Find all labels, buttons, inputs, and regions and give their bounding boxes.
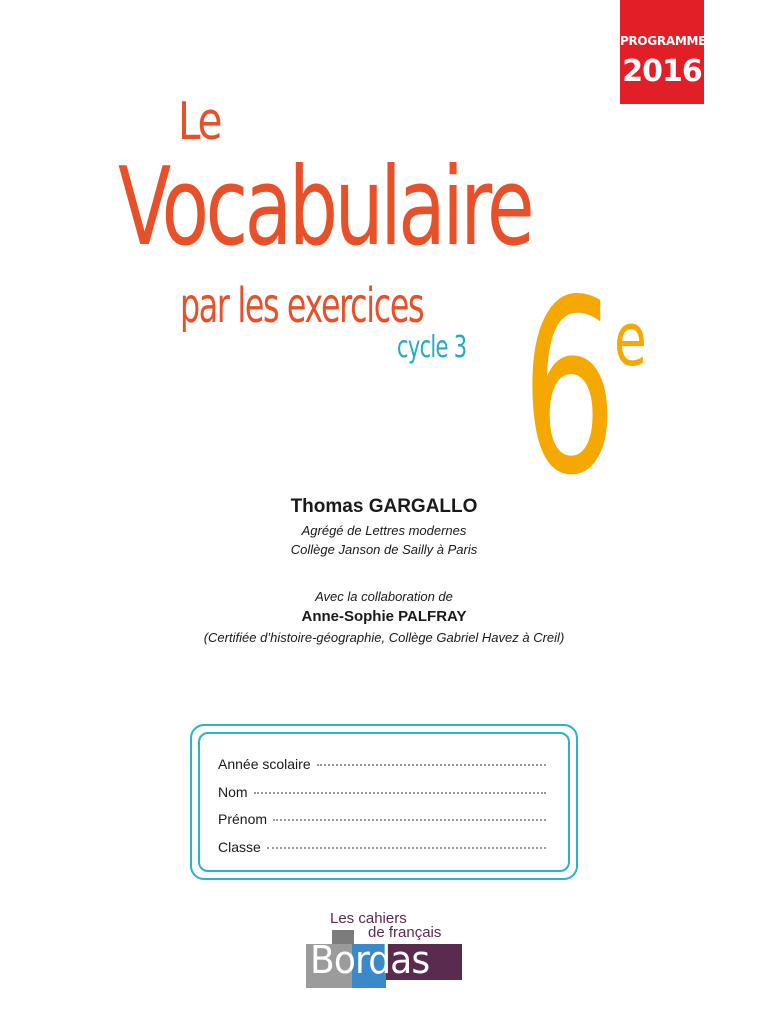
book-title: Vocabulaire [118, 145, 532, 270]
field-nom[interactable] [218, 784, 546, 800]
programme-badge [620, 0, 704, 104]
field-label: Prénom [218, 811, 268, 827]
author-school: Collège Janson de Sailly à Paris [290, 542, 478, 557]
dotted-line [273, 819, 546, 821]
coauthor-note: (Certifiée d’histoire-géographie, Collège Gabriel Havez à Creil) [203, 630, 565, 645]
collaboration-intro: Avec la collaboration de [315, 589, 453, 604]
publisher-name: Bordas [310, 938, 430, 982]
field-classe[interactable] [218, 839, 546, 855]
field-label: Nom [218, 784, 248, 800]
grade-suffix: e [614, 297, 647, 383]
author-name: Thomas GARGALLO [290, 496, 478, 517]
dotted-line [267, 847, 546, 849]
field-label: Classe [218, 839, 261, 855]
publisher-logo [306, 910, 466, 990]
student-info-box [190, 724, 578, 880]
student-info-inner [198, 732, 570, 872]
cycle-label: cycle 3 [397, 330, 467, 365]
grade-number: 6 [522, 248, 617, 528]
dotted-line [317, 764, 546, 766]
dotted-line [254, 792, 546, 794]
programme-label: PROGRAMME [620, 34, 706, 48]
title-article: Le [178, 92, 221, 152]
field-prenom[interactable] [218, 811, 546, 827]
book-subtitle: par les exercices [180, 278, 424, 334]
publisher-tagline-1: Les cahiers [330, 910, 407, 927]
programme-year: 2016 [622, 54, 702, 89]
field-label: Année scolaire [218, 756, 311, 772]
field-annee-scolaire[interactable] [218, 756, 546, 772]
author-credential: Agrégé de Lettres modernes [301, 523, 467, 538]
publisher-tagline-2: de français [368, 924, 442, 941]
coauthor-name: Anne-Sophie PALFRAY [301, 608, 467, 625]
